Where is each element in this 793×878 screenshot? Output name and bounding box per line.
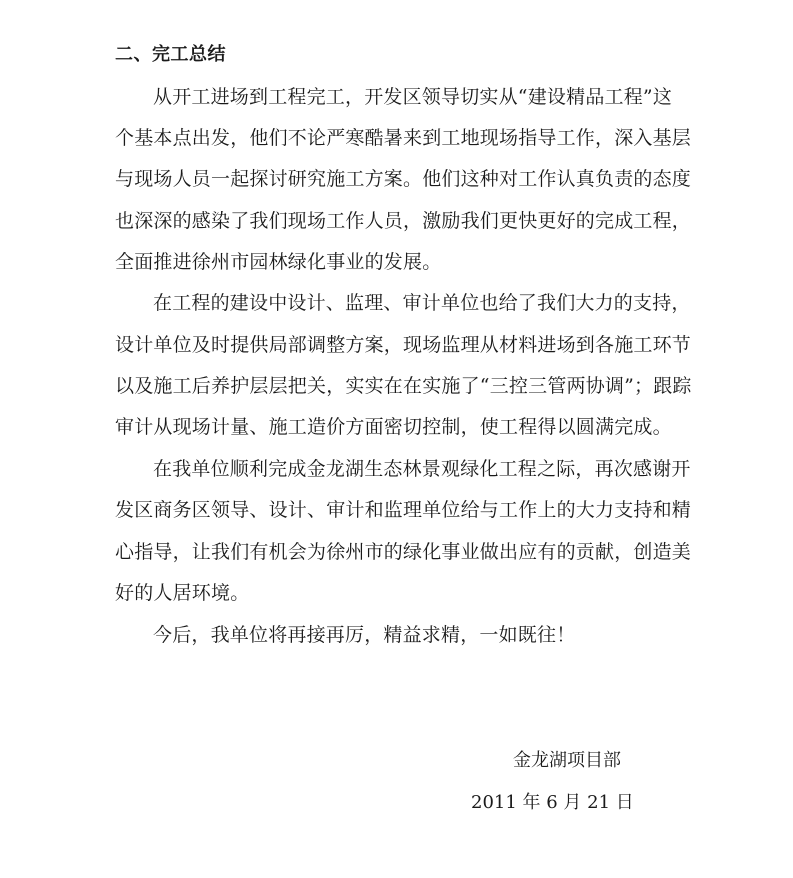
- paragraph-1-line-4: 也深深的感染了我们现场工作人员，激励我们更快更好的完成工程，: [115, 210, 692, 232]
- paragraph-4-line-1: 今后，我单位将再接再厉，精益求精，一如既往！: [153, 624, 576, 646]
- paragraph-1-line-2: 个基本点出发，他们不论严寒酷暑来到工地现场指导工作，深入基层: [115, 127, 692, 149]
- paragraph-3-line-2: 发区商务区领导、设计、审计和监理单位给与工作上的大力支持和精: [115, 499, 692, 521]
- paragraph-2-line-3: 以及施工后养护层层把关，实实在在实施了“三控三管两协调”；跟踪: [115, 375, 692, 397]
- paragraph-3-line-3: 心指导，让我们有机会为徐州市的绿化事业做出应有的贡献，创造美: [115, 541, 692, 563]
- paragraph-3-line-1: 在我单位顺利完成金龙湖生态林景观绿化工程之际，再次感谢开: [153, 458, 691, 480]
- paragraph-2-line-1: 在工程的建设中设计、监理、审计单位也给了我们大力的支持，: [153, 292, 691, 314]
- paragraph-3-line-4: 好的人居环境。: [115, 582, 250, 604]
- signature-department: 金龙湖项目部: [513, 750, 621, 771]
- paragraph-2-line-4: 审计从现场计量、施工造价方面密切控制，使工程得以圆满完成。: [115, 416, 672, 438]
- section-heading: 二、完工总结: [115, 44, 226, 65]
- paragraph-1-line-3: 与现场人员一起探讨研究施工方案。他们这种对工作认真负责的态度: [115, 168, 692, 190]
- signature-date: 2011 年 6 月 21 日: [471, 792, 634, 813]
- paragraph-1-line-5: 全面推进徐州市园林绿化事业的发展。: [115, 251, 442, 273]
- paragraph-1-line-1: 从开工进场到工程完工，开发区领导切实从“建设精品工程”这: [153, 86, 673, 108]
- paragraph-2-line-2: 设计单位及时提供局部调整方案，现场监理从材料进场到各施工环节: [115, 334, 692, 356]
